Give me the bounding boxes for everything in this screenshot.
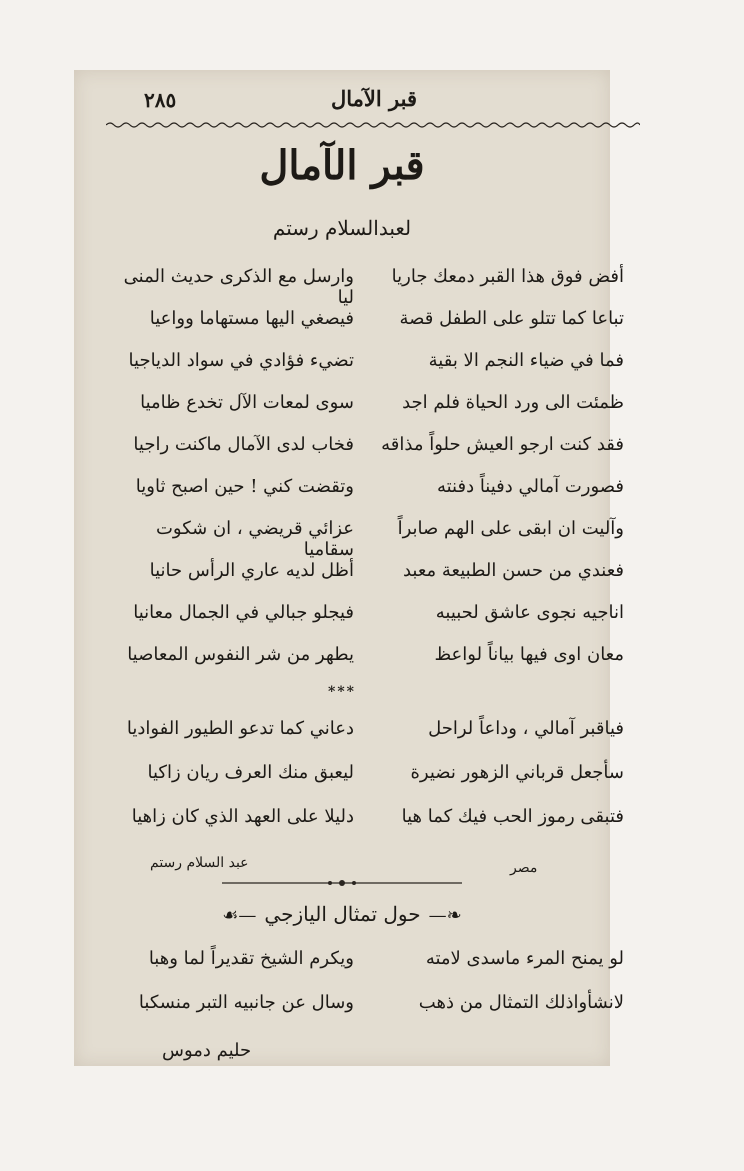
verse-first-half: فعندي من حسن الطبيعة معبد [402,560,624,581]
verse [104,602,624,640]
verse [104,762,624,800]
stanza-separator: *** [328,684,356,700]
signature-name: عبد السلام رستم [150,855,249,871]
author-line: لعبدالسلام رستم [272,216,412,240]
verse [104,718,624,756]
section-title [74,902,610,926]
signature-city: مصر [510,860,538,876]
verse-first-half: فما في ضياء النجم الا بقية [428,350,624,371]
verse-second-half: فيجلو جبالي في الجمال معانيا [133,602,354,623]
verse-first-half: ظمئت الى ورد الحياة فلم اجد [402,392,624,413]
page-number: ٢٨٥ [144,88,177,112]
poem-title: قبر الآمال [259,142,425,189]
verse-first-half: فصورت آمالي دفيناً دفنته [436,476,624,497]
verse-second-half: عزائي قريضي ، ان شكوت سقاميا [155,518,354,560]
verse-second-half: فخاب لدى الآمال ماكنت راجيا [133,434,354,455]
verse-first-half: اناجيه نجوى عاشق لحبيبه [435,602,624,623]
verse [104,560,624,598]
verse-second-half: أظل لديه عاري الرأس حانيا [149,560,354,581]
verse-first-half: لو يمنح المرء ماسدى لامته [425,948,624,969]
verse [104,518,624,560]
verse-first-half: معان اوى فيها بياناً لواعظ [434,644,624,665]
verse [104,266,624,308]
verse [104,644,624,682]
wavy-rule [106,120,640,130]
verse-first-half: سأجعل قرباني الزهور نضيرة [410,762,624,783]
verse-first-half: أفض فوق هذا القبر دمعك جاريا [391,266,624,287]
verse-first-half: فتبقى رموز الحب فيك كما هيا [401,806,624,827]
verse-second-half: ليعبق منك العرف ريان زاكيا [147,762,354,783]
running-title: قبر الآمال [331,86,417,111]
verse-second-half: وسال عن جانبيه التبر منسكبا [138,992,354,1013]
section-title-text: حول تمثال اليازجي [264,902,421,926]
fleuron-icon: ❧— [428,905,462,926]
verse [104,992,624,1030]
verse-second-half: دعاني كما تدعو الطيور الفواديا [126,718,354,739]
verse [104,392,624,430]
verse [104,476,624,514]
fleuron-icon: —☙ [222,905,257,926]
verse-second-half: وتقضت كني ! حين اصبح ثاويا [135,476,354,497]
verse-first-half: وآليت ان ابقى على الهم صابراً [397,518,624,539]
verse-second-half: فيصغي اليها مستهاما وواعيا [149,308,354,329]
divider-ornament [222,876,462,890]
verse-first-half: فياقبر آمالي ، وداعاً لراحل [428,718,624,739]
verse-second-half: دليلا على العهد الذي كان زاهيا [131,806,354,827]
book-page [74,70,624,1066]
verse [104,308,624,346]
verse [104,434,624,472]
verse [104,948,624,986]
verse-first-half: لانشأواذلك التمثال من ذهب [418,992,624,1013]
verse [104,350,624,388]
verse-second-half: يطهر من شر النفوس المعاصيا [127,644,354,665]
verse-first-half: تباعا كما تتلو على الطفل قصة [399,308,624,329]
verse-second-half: ويكرم الشيخ تقديراً لما وهبا [148,948,354,969]
verse-first-half: فقد كنت ارجو العيش حلواً مذاقه [381,434,624,455]
verse-second-half: تضيء فؤادي في سواد الدياجيا [128,350,354,371]
poet-name: حليم دموس [162,1040,252,1061]
verse [104,806,624,844]
verse-second-half: وارسل مع الذكرى حديث المنى ليا [123,266,354,308]
verse-second-half: سوى لمعات الآل تخدع ظاميا [140,392,354,413]
